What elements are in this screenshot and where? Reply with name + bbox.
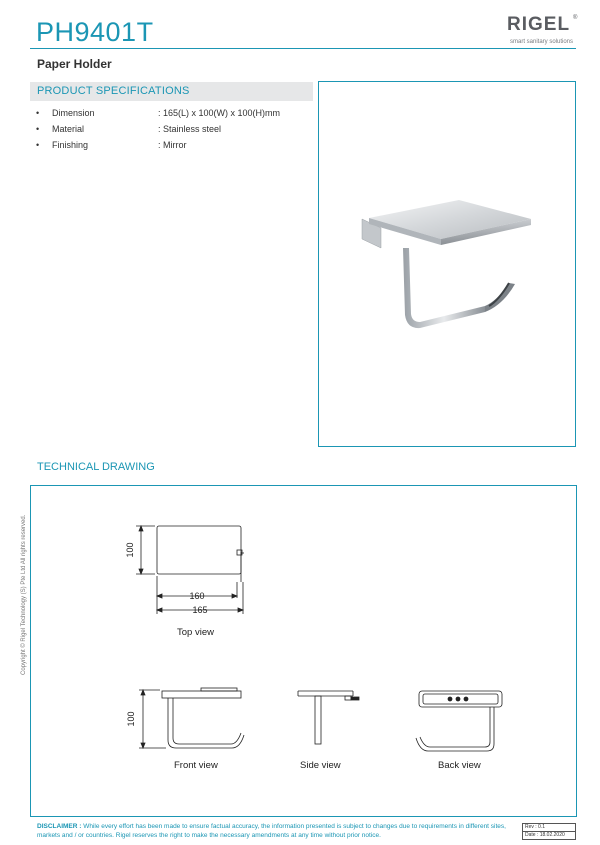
paper-holder-photo xyxy=(319,82,575,446)
spec-value: : Mirror xyxy=(158,140,187,150)
spec-value: : Stainless steel xyxy=(158,124,222,134)
back-view-drawing xyxy=(416,691,502,751)
brand-logo xyxy=(507,14,579,50)
spec-row-finishing xyxy=(36,140,316,154)
product-name: Paper Holder xyxy=(37,57,112,71)
product-photo-frame xyxy=(318,81,576,447)
copyright-notice: Copyright © Rigel Technology (S) Pte Ltd All rights reserved. xyxy=(21,514,27,675)
top-view-label: Top view xyxy=(177,627,214,638)
side-view-label: Side view xyxy=(300,760,341,771)
spec-value: : 165(L) x 100(W) x 100(H)mm xyxy=(158,108,281,118)
bullet-icon: • xyxy=(36,124,40,134)
dim-height-front: 100 xyxy=(126,711,136,727)
front-view-label: Front view xyxy=(174,760,218,771)
revision-number: Rev : 0.1 xyxy=(523,824,576,832)
spec-label: Dimension xyxy=(52,108,95,118)
back-view-label: Back view xyxy=(438,760,481,771)
spec-row-dimension xyxy=(36,108,316,122)
brand-name: RIGEL xyxy=(507,14,571,35)
dim-inner-width: 160 xyxy=(189,591,205,601)
disclaimer-label: DISCLAIMER : xyxy=(37,823,82,830)
front-view-drawing xyxy=(139,688,244,748)
specifications-header xyxy=(30,82,313,101)
bullet-icon: • xyxy=(36,140,40,150)
side-view-drawing xyxy=(298,691,359,744)
revision-date: Date : 18.02.2020 xyxy=(523,832,576,840)
dim-height-top: 100 xyxy=(125,542,135,558)
header-divider xyxy=(30,48,576,49)
bullet-icon: • xyxy=(36,108,40,118)
brand-tagline: smart sanitary solutions xyxy=(510,39,574,45)
technical-drawing-heading: TECHNICAL DRAWING xyxy=(37,461,155,473)
specifications-heading: PRODUCT SPECIFICATIONS xyxy=(37,85,190,97)
spec-row-material xyxy=(36,124,316,138)
disclaimer xyxy=(37,823,517,840)
spec-label: Material xyxy=(52,124,85,134)
spec-label: Finishing xyxy=(52,140,89,150)
revision-table xyxy=(522,823,576,840)
product-code: PH9401T xyxy=(36,17,154,47)
disclaimer-text: While every effort has been made to ensure factual accuracy, the information presented is subject to changes due to requirements in different sites, markets and / or countries. Rigel reserves the right to make the necessary amendments at any time without prior notice. xyxy=(37,823,506,839)
dim-outer-width: 165 xyxy=(192,605,208,615)
registered-mark: ® xyxy=(573,15,578,21)
